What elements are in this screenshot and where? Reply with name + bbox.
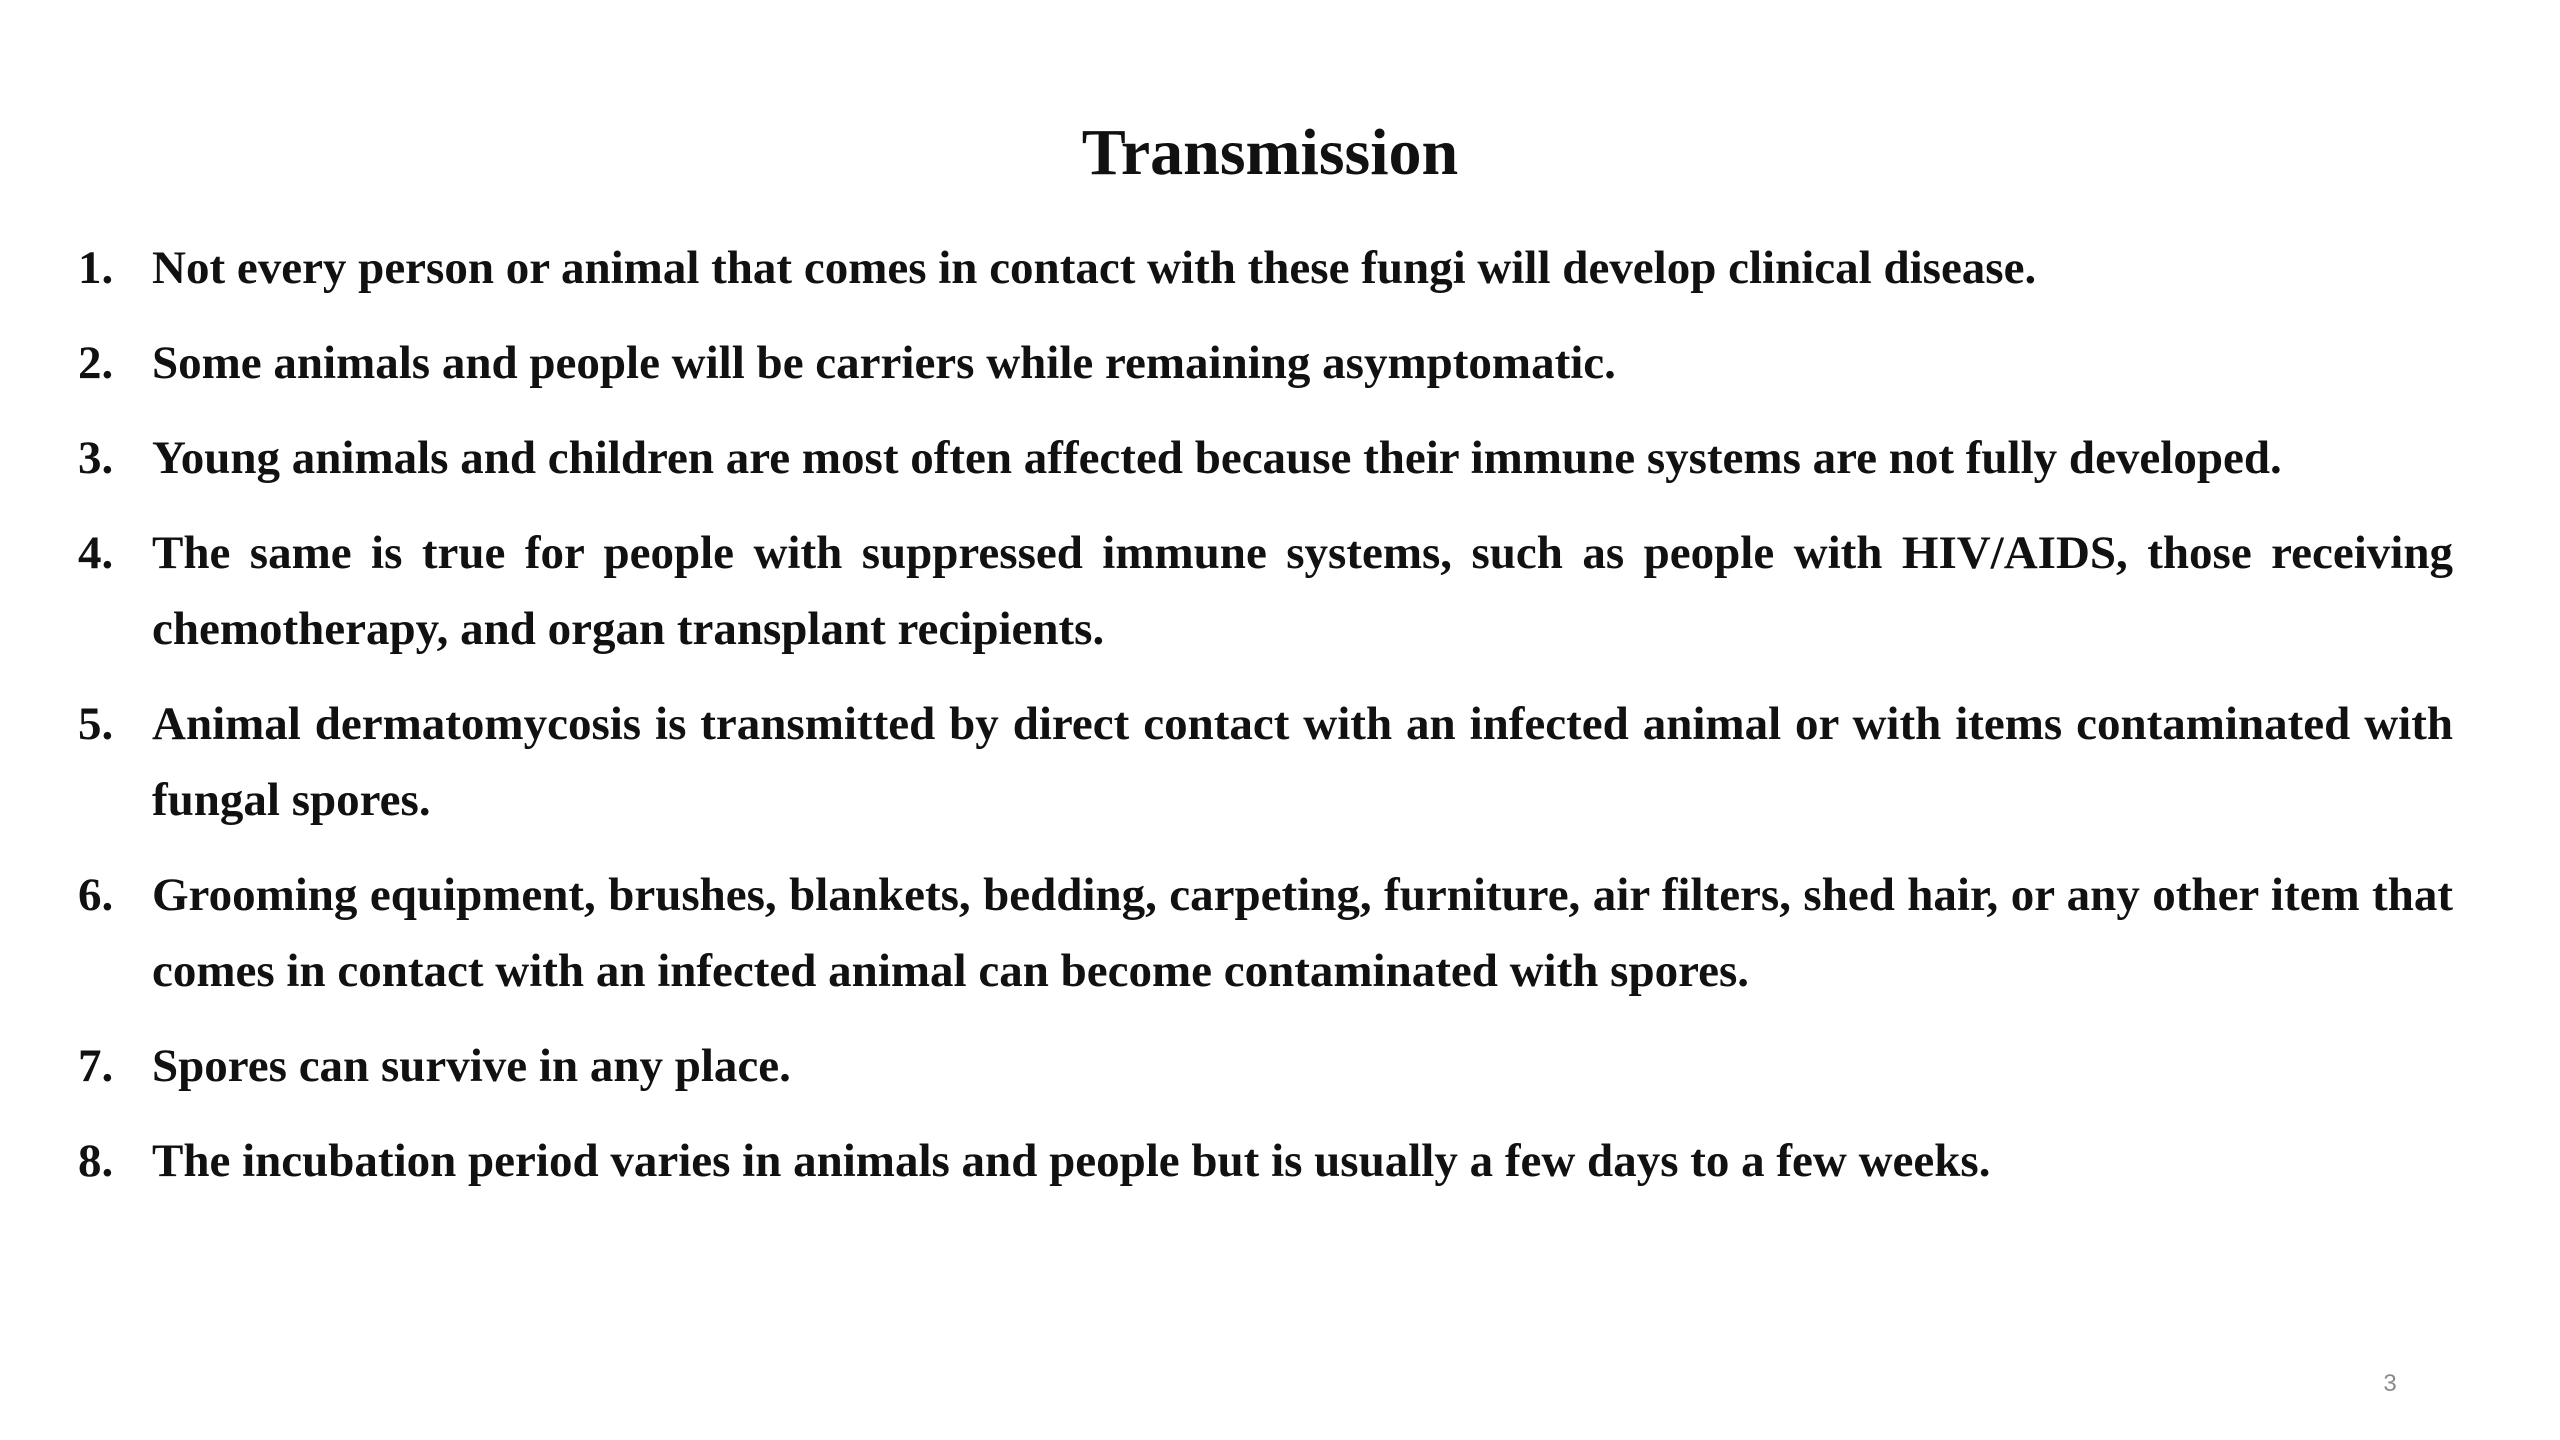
list-item-number: 1.	[78, 242, 114, 294]
list-item-text: Young animals and children are most often affected because their immune systems are not fully developed.	[152, 432, 2282, 484]
list-item-text: Not every person or animal that comes in contact with these fungi will develop clinical disease.	[152, 242, 2037, 294]
list-item-text: Animal dermatomycosis is transmitted by direct contact with an infected animal or with items contaminated with fungal spores.	[152, 698, 2453, 826]
list-item	[78, 420, 2453, 496]
list-item	[78, 325, 2453, 401]
list-item-text: Some animals and people will be carriers while remaining asymptomatic.	[152, 337, 1616, 389]
transmission-list	[78, 230, 2453, 1218]
list-item	[78, 230, 2453, 306]
list-item-number: 6.	[78, 869, 114, 921]
list-item-number: 4.	[78, 527, 114, 579]
list-item-text: Grooming equipment, brushes, blankets, bedding, carpeting, furniture, air filters, shed hair, or any other item that comes in contact with an infected animal can become contaminated with spores.	[152, 869, 2453, 997]
list-item-number: 5.	[78, 698, 114, 750]
page-number: 3	[2383, 1370, 2397, 1397]
list-item	[78, 1123, 2453, 1199]
list-item-number: 8.	[78, 1135, 114, 1187]
list-item	[78, 857, 2453, 1009]
list-item	[78, 1028, 2453, 1104]
list-item-number: 2.	[78, 337, 114, 389]
list-item-text: The same is true for people with suppressed immune systems, such as people with HIV/AIDS, those receiving chemotherapy, and organ transplant recipients.	[152, 527, 2453, 655]
list-item-number: 7.	[78, 1040, 114, 1092]
list-item-text: The incubation period varies in animals and people but is usually a few days to a few weeks.	[152, 1135, 1991, 1187]
list-item	[78, 515, 2453, 667]
list-item	[78, 686, 2453, 838]
list-item-number: 3.	[78, 432, 114, 484]
slide-title: Transmission	[1081, 116, 1459, 189]
list-item-text: Spores can survive in any place.	[152, 1040, 791, 1092]
